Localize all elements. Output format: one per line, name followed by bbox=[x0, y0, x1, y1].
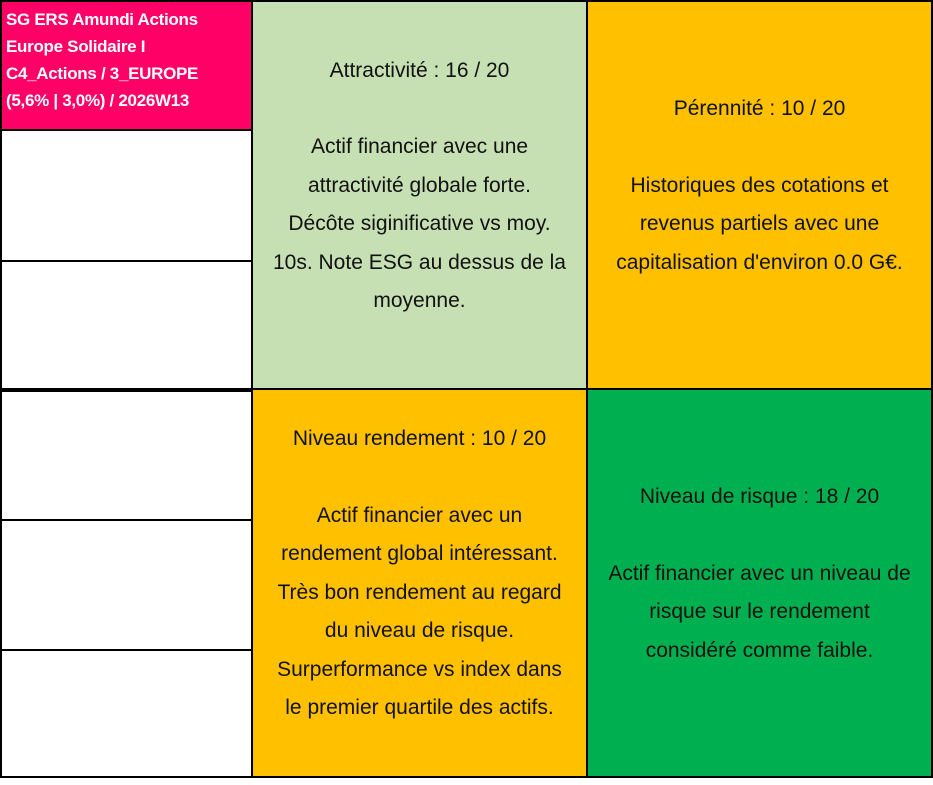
blank-cell bbox=[0, 649, 253, 778]
rendement-score: Niveau rendement : 10 / 20 bbox=[292, 427, 547, 451]
risque-text-line: risque sur le rendement bbox=[649, 600, 870, 623]
blank-cell bbox=[0, 390, 253, 521]
fund-category-line: C4_Actions / 3_EUROPE bbox=[6, 64, 199, 83]
perennite-text-line: revenus partiels avec une bbox=[639, 212, 880, 235]
perennite-text-line: Historiques des cotations et bbox=[630, 173, 889, 197]
attractivite-score: Attractivité : 16 / 20 bbox=[329, 58, 510, 82]
risque-quadrant bbox=[586, 388, 933, 778]
rendement-text-line: Très bon rendement au regard bbox=[277, 580, 562, 604]
attractivite-text-line: Décôte siginificative vs moy. bbox=[288, 212, 551, 235]
rendement-text-line: le premier quartile des actifs. bbox=[285, 696, 554, 720]
attractivite-quadrant bbox=[251, 0, 588, 390]
attractivite-text-line: 10s. Note ESG au dessus de la bbox=[272, 250, 566, 274]
rendement-quadrant bbox=[251, 388, 588, 778]
fund-title-cell bbox=[0, 0, 253, 131]
perennite-text-line: capitalisation d'environ 0.0 G€. bbox=[616, 250, 903, 274]
fund-name-line-1: SG ERS Amundi Actions bbox=[6, 10, 198, 29]
blank-cell bbox=[0, 260, 253, 390]
blank-cell bbox=[0, 519, 253, 651]
rendement-text-line: Surperformance vs index dans bbox=[277, 657, 562, 681]
rendement-text-line: rendement global intéressant. bbox=[281, 542, 558, 566]
risque-score: Niveau de risque : 18 / 20 bbox=[639, 485, 880, 508]
perennite-quadrant bbox=[586, 0, 933, 390]
blank-cell bbox=[0, 129, 253, 262]
attractivite-text-line: moyenne. bbox=[373, 289, 466, 312]
fund-name-line-2: Europe Solidaire I bbox=[6, 37, 146, 56]
perennite-score: Pérennité : 10 / 20 bbox=[673, 97, 846, 120]
attractivite-text-line: attractivité globale forte. bbox=[308, 173, 531, 197]
rendement-text-line: du niveau de risque. bbox=[324, 619, 515, 643]
fund-stats-line: (5,6% | 3,0%) / 2026W13 bbox=[6, 91, 190, 110]
rendement-text-line: Actif financier avec un bbox=[316, 503, 523, 527]
attractivite-text-line: Actif financier avec une bbox=[310, 135, 529, 158]
risque-text-line: considéré comme faible. bbox=[645, 638, 874, 662]
risque-text-line: Actif financier avec un niveau de bbox=[608, 561, 911, 585]
